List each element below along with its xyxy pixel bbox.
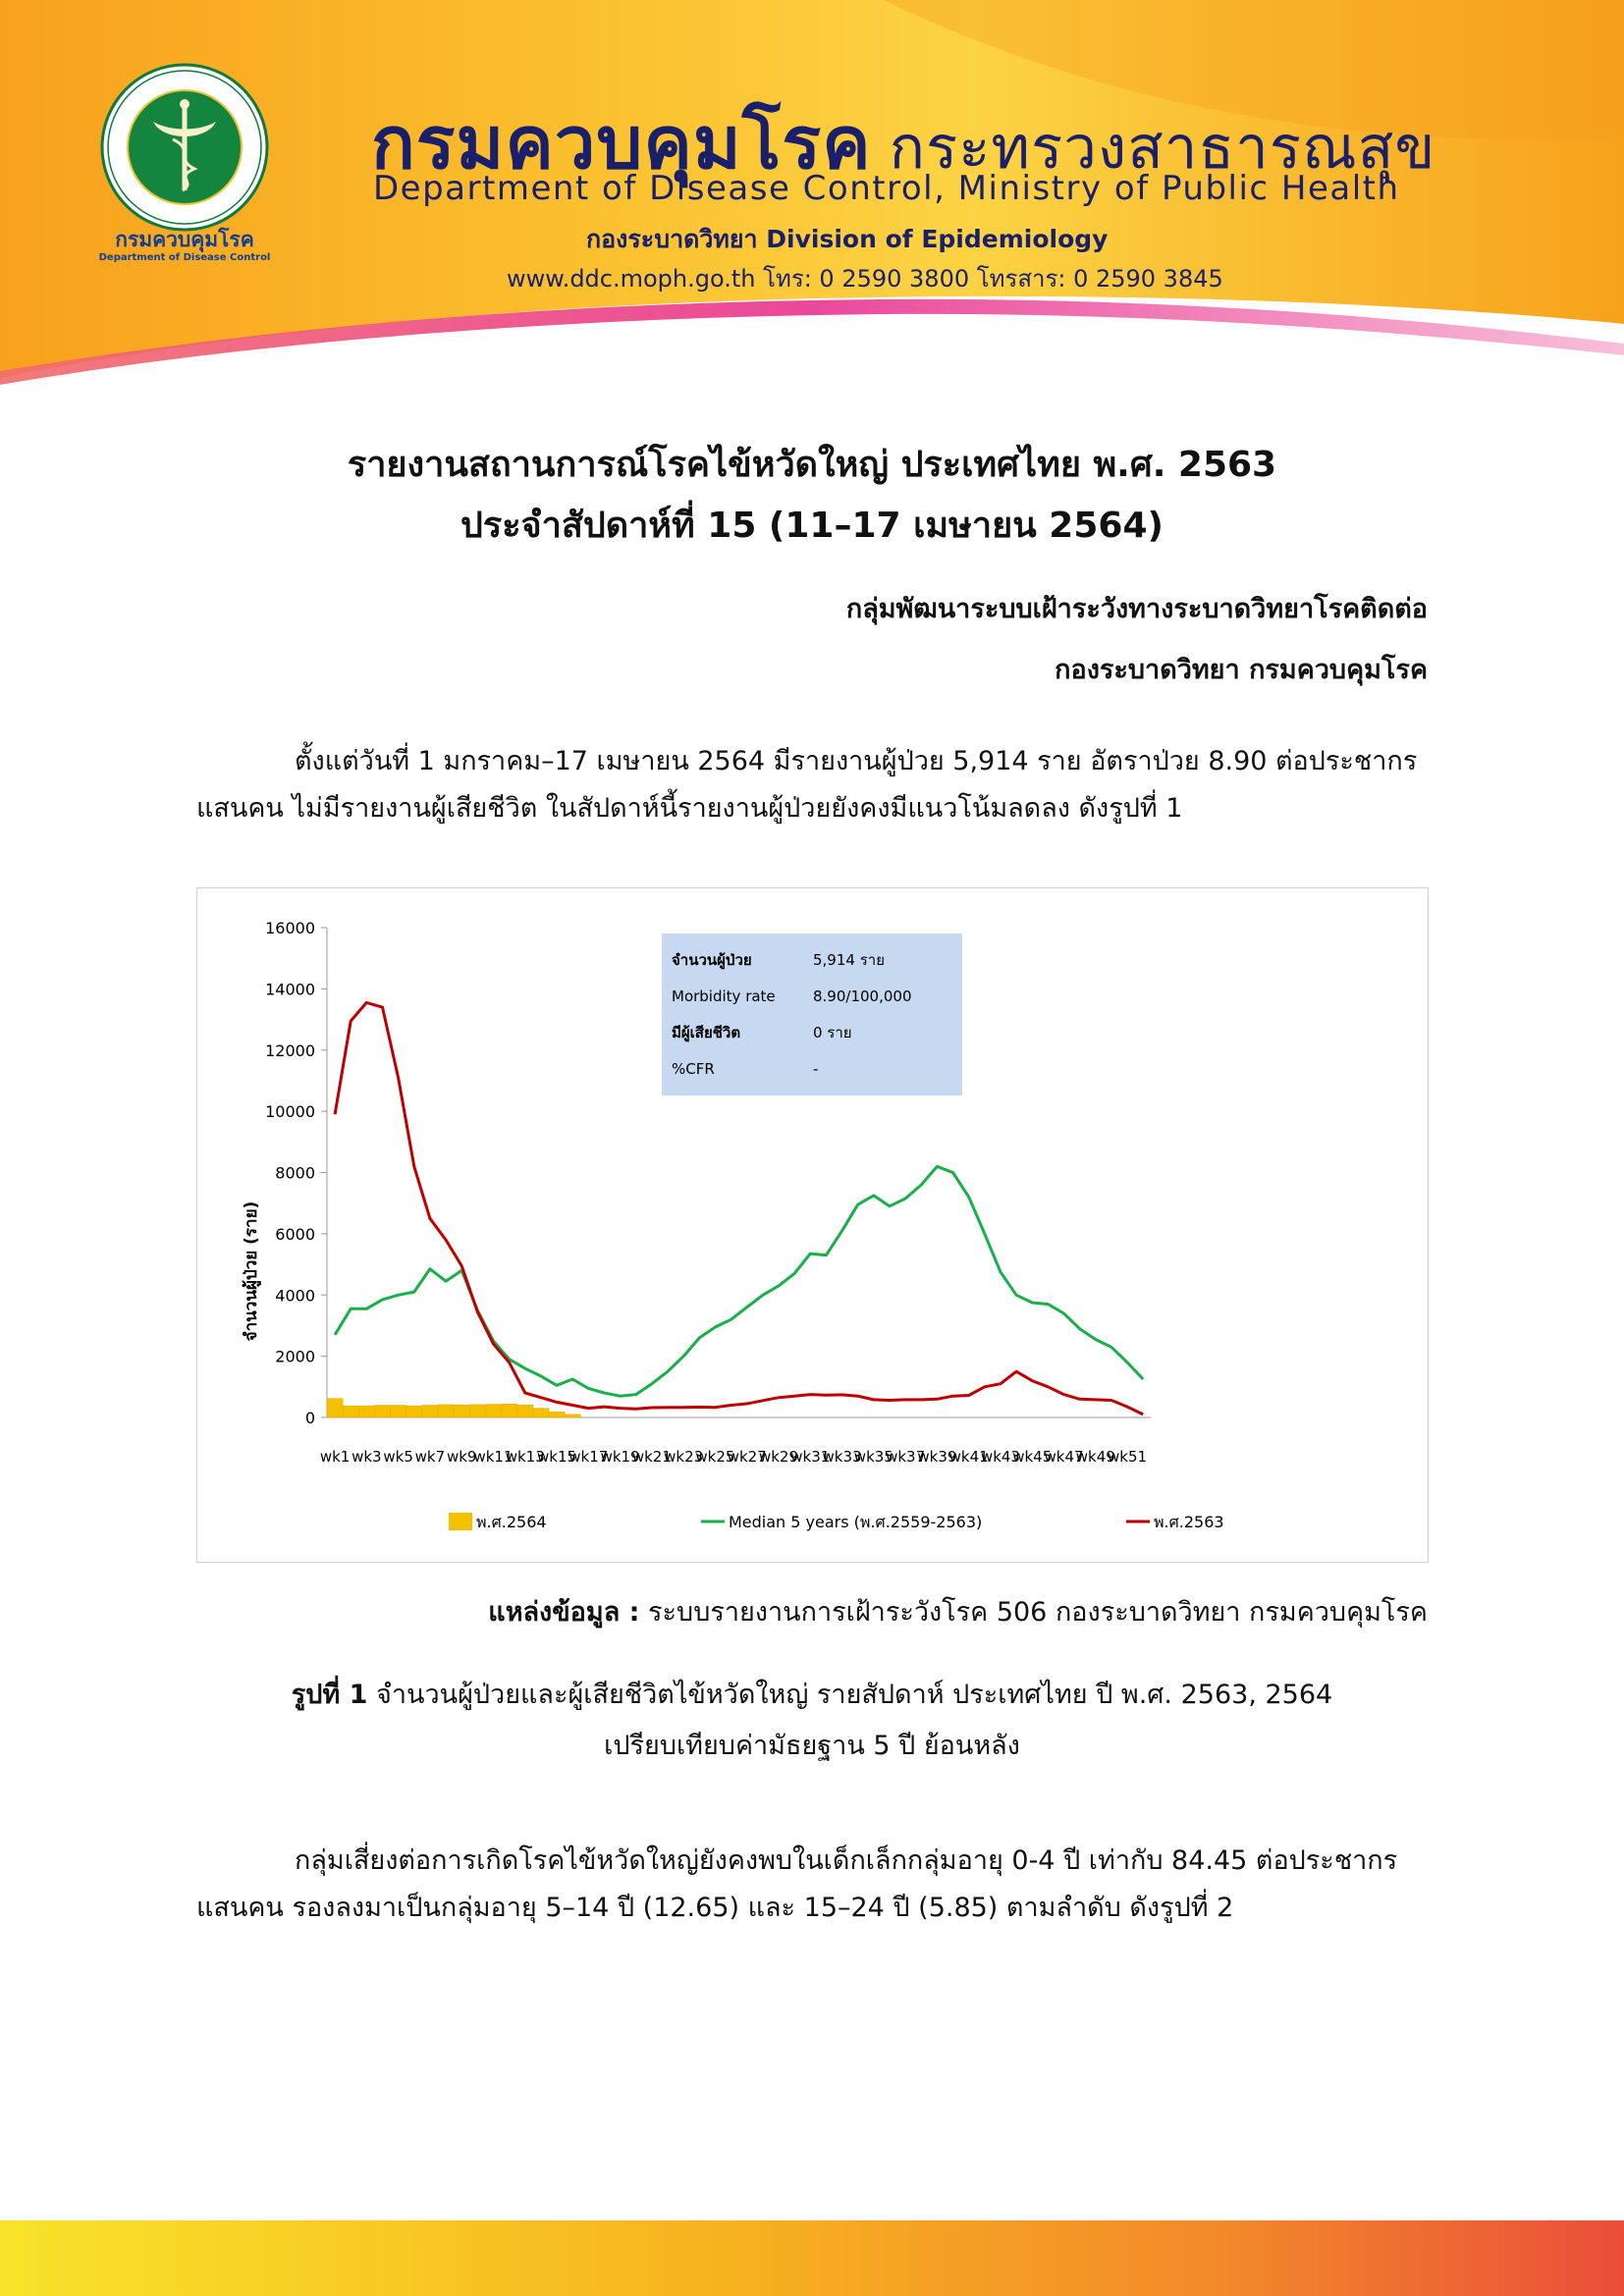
x-tick-label: wk17 <box>568 1448 609 1466</box>
y-tick-label: 6000 <box>275 1224 315 1244</box>
chart-canvas <box>197 888 1428 1562</box>
median-line <box>335 1166 1143 1396</box>
author-group: กลุ่มพัฒนาระบบเฝ้าระวังทางระบาดวิทยาโรคติดต่อ <box>845 594 1428 624</box>
summary-paragraph: ตั้งแต่วันที่ 1 มกราคม–17 เมษายน 2564 มีรายงานผู้ป่วย 5,914 ราย อัตราป่วย 8.90 ต่อประชากรแสนคน ไม่มีรายงานผู้เสียชีวิต ในสัปดาห์นี้รายงานผู้ป่วยยังคงมีแนวโน้มลดลง ดังรูปที่ 1 <box>196 746 1418 824</box>
legend-label: Median 5 years (พ.ศ.2559-2563) <box>729 1513 983 1531</box>
x-tick-label: wk31 <box>790 1448 831 1466</box>
info-box-value: - <box>813 1060 819 1078</box>
bar <box>327 1399 343 1417</box>
footer-band <box>0 2220 1624 2296</box>
x-tick-label: wk15 <box>537 1448 577 1466</box>
figure-label: รูปที่ 1 <box>291 1680 368 1710</box>
x-tick-label: wk47 <box>1044 1448 1084 1466</box>
x-tick-label: wk45 <box>1012 1448 1053 1466</box>
org-title-english: Department of Disease Control, Ministry of Public Health <box>373 169 1400 208</box>
legend-swatch-bar <box>449 1513 472 1530</box>
bar <box>454 1405 469 1417</box>
org-name: กรมควบคุมโรค <box>371 101 872 186</box>
logo-name: กรมควบคุมโรค <box>115 228 254 251</box>
x-tick-label: wk39 <box>917 1448 957 1466</box>
y-tick-label: 10000 <box>265 1102 315 1122</box>
risk-group-paragraph: กลุ่มเสี่ยงต่อการเกิดโรคไข้หวัดใหญ่ยังคงพบในเด็กเล็กกลุ่มอายุ 0-4 ปี เท่ากับ 84.45 ต่อประชากรแสนคน รองลงมาเป็นกลุ่มอายุ 5–14 ปี (12.65) และ 15–24 ปี (5.85) ตามลำดับ ดังรูปที่ 2 <box>196 1845 1398 1923</box>
y-axis-label: จำนวนผู้ป่วย (ราย) <box>242 1201 261 1342</box>
x-tick-label: wk37 <box>886 1448 926 1466</box>
bar <box>485 1405 501 1417</box>
bar <box>391 1406 406 1417</box>
source-label: แหล่งข้อมูล : <box>488 1597 640 1628</box>
info-box-value: 0 ราย <box>813 1024 852 1041</box>
figure-caption-line2: เปรียบเทียบค่ามัธยฐาน 5 ปี ย้อนหลัง <box>604 1731 1020 1761</box>
figure-caption-text: จำนวนผู้ป่วยและผู้เสียชีวิตไข้หวัดใหญ่ รายสัปดาห์ ประเทศไทย ปี พ.ศ. 2563, 2564 <box>376 1680 1333 1710</box>
x-tick-label: wk13 <box>505 1448 545 1466</box>
letterhead <box>0 0 1624 393</box>
x-tick-label: wk19 <box>600 1448 640 1466</box>
info-box-value: 8.90/100,000 <box>813 988 912 1005</box>
bar <box>358 1406 374 1417</box>
weekly-cases-chart <box>196 887 1429 1563</box>
logo-subtitle: Department of Disease Control <box>98 252 271 263</box>
info-box-label: จำนวนผู้ป่วย <box>672 951 752 969</box>
x-tick-label: wk3 <box>352 1448 382 1466</box>
x-tick-label: wk27 <box>727 1448 767 1466</box>
bar-series-2564 <box>327 1399 580 1417</box>
contact-line: www.ddc.moph.go.th โทร: 0 2590 3800 โทรสาร: 0 2590 3845 <box>507 265 1223 293</box>
figure-caption <box>0 1673 1624 1715</box>
x-tick-label: wk51 <box>1108 1448 1148 1466</box>
report-title: รายงานสถานการณ์โรคไข้หวัดใหญ่ ประเทศไทย พ.ศ. 2563 <box>347 445 1277 485</box>
info-box-label: %CFR <box>672 1060 715 1078</box>
bar <box>469 1405 485 1417</box>
x-tick-label: wk21 <box>631 1448 672 1466</box>
bar <box>438 1405 454 1417</box>
division-name: กองระบาดวิทยา Division of Epidemiology <box>586 225 1109 253</box>
info-box-label: มีผู้เสียชีวิต <box>672 1024 741 1041</box>
bar <box>549 1412 565 1417</box>
legend-label: พ.ศ.2564 <box>476 1513 547 1531</box>
bar <box>502 1404 517 1417</box>
x-tick-label: wk9 <box>446 1448 477 1466</box>
bar <box>374 1406 390 1417</box>
info-box-label: Morbidity rate <box>672 988 776 1005</box>
y-tick-label: 14000 <box>265 980 315 999</box>
ministry-name: กระทรวงสาธารณสุข <box>889 114 1436 183</box>
report-week: ประจำสัปดาห์ที่ 15 (11–17 เมษายน 2564) <box>460 506 1164 546</box>
source-text: ระบบรายงานการเฝ้าระวังโรค 506 กองระบาดวิทยา กรมควบคุมโรค <box>648 1597 1428 1628</box>
bar <box>517 1405 533 1417</box>
data-source <box>488 1590 1428 1632</box>
chart-legend <box>449 1513 1224 1531</box>
x-tick-label: wk29 <box>758 1448 799 1466</box>
x-tick-label: wk35 <box>853 1448 893 1466</box>
bar <box>422 1406 438 1417</box>
x-tick-label: wk1 <box>319 1448 351 1466</box>
y-axis <box>265 919 327 1427</box>
x-tick-label: wk7 <box>414 1448 446 1466</box>
x-tick-label: wk23 <box>664 1448 704 1466</box>
bar <box>533 1409 549 1417</box>
bar <box>406 1406 422 1417</box>
x-tick-label: wk33 <box>822 1448 862 1466</box>
info-box-value: 5,914 ราย <box>813 951 885 969</box>
y-tick-label: 2000 <box>275 1347 315 1366</box>
x-tick-label: wk5 <box>383 1448 413 1466</box>
x-tick-label: wk49 <box>1075 1448 1115 1466</box>
y-tick-label: 16000 <box>265 919 315 937</box>
y-tick-label: 12000 <box>265 1041 315 1060</box>
x-tick-label: wk25 <box>695 1448 735 1466</box>
y-tick-label: 4000 <box>275 1286 315 1306</box>
x-axis <box>320 1417 1151 1466</box>
x-tick-label: wk41 <box>948 1448 989 1466</box>
bar <box>565 1415 580 1417</box>
author-division: กองระบาดวิทยา กรมควบคุมโรค <box>1055 655 1428 685</box>
y-tick-label: 0 <box>304 1409 315 1427</box>
legend-label: พ.ศ.2563 <box>1154 1513 1224 1531</box>
bar <box>343 1406 358 1417</box>
x-tick-label: wk43 <box>980 1448 1020 1466</box>
summary-info-box <box>662 934 962 1095</box>
x-tick-label: wk11 <box>473 1448 514 1466</box>
y-tick-label: 8000 <box>275 1163 315 1183</box>
